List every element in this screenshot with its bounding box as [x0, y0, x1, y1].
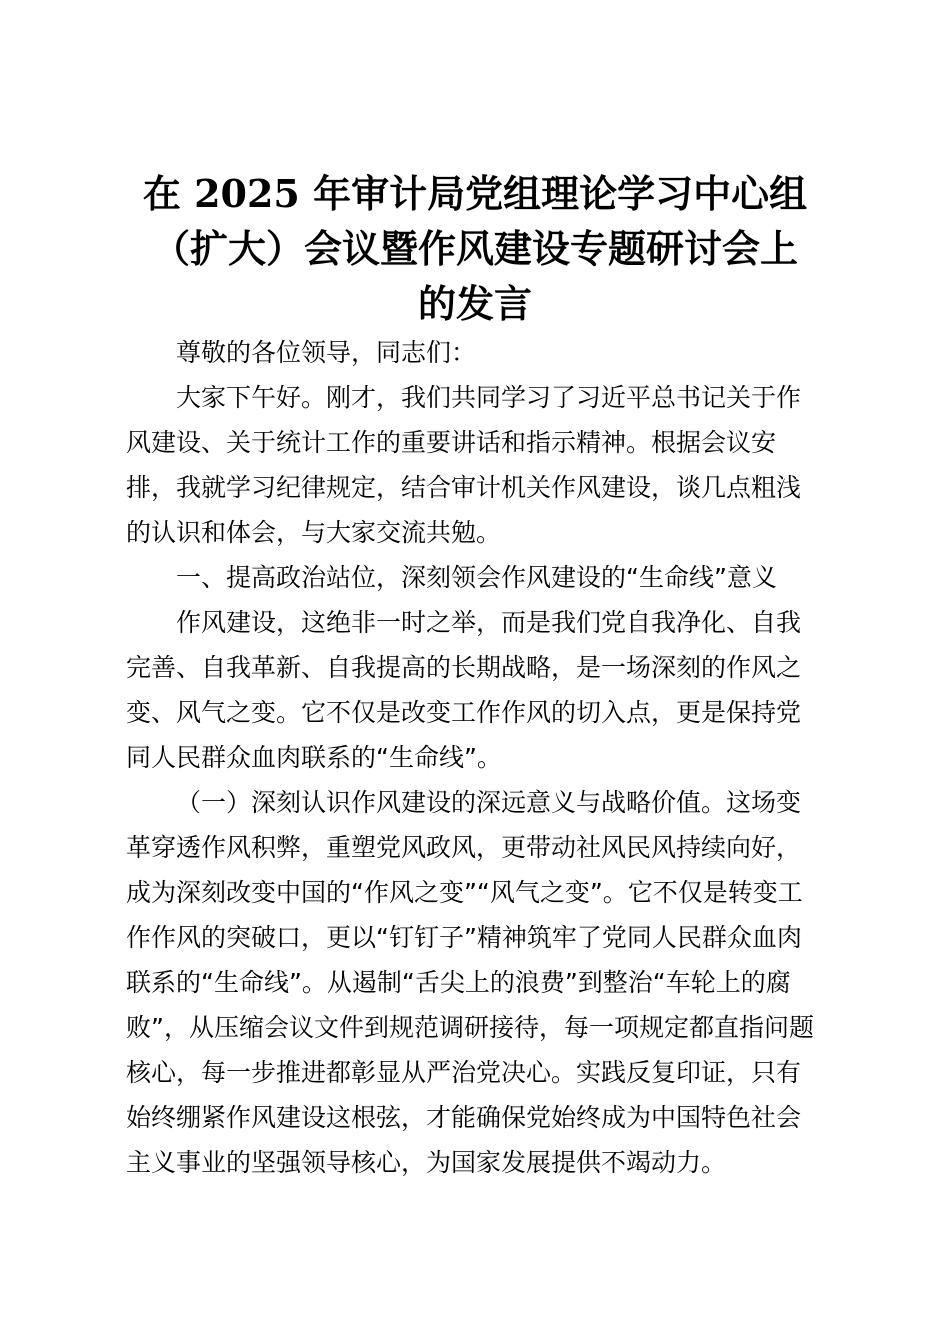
text-line: 作作风的突破口，更以“钉钉子”精神筑牢了党同人民群众血肉: [126, 923, 802, 952]
title-line: 在 2025 年审计局党组理论学习中心组: [142, 171, 808, 216]
text-line: 革穿透作风积弊，重塑党风政风，更带动社风民风持续向好，: [126, 833, 802, 862]
text-line: 大家下午好。刚才，我们共同学习了习近平总书记关于作: [176, 383, 802, 412]
text-line: 完善、自我革新、自我提高的长期战略，是一场深刻的作风之: [126, 653, 802, 682]
text-line: 变、风气之变。它不仅是改变工作作风的切入点，更是保持党: [126, 698, 802, 727]
text-line: 尊敬的各位领导，同志们：: [176, 338, 477, 367]
subsection-paragraph: [126, 780, 818, 1185]
title-line: 的发言: [417, 281, 532, 326]
text-line: （一）深刻认识作风建设的深远意义与战略价值。这场变: [176, 788, 802, 817]
text-line: 作风建设，这绝非一时之举，而是我们党自我净化、自我: [176, 608, 802, 637]
document-title: [110, 166, 840, 331]
text-line: 始终绷紧作风建设这根弦，才能确保党始终成为中国特色社会: [126, 1103, 802, 1132]
text-line: 联系的“生命线”。从遏制“舌尖上的浪费”到整治“车轮上的腐: [126, 968, 791, 997]
text-line: 的认识和体会，与大家交流共勉。: [126, 518, 502, 547]
text-line: 一、提高政治站位，深刻领会作风建设的“生命线”意义: [176, 563, 777, 592]
text-line: 败”，从压缩会议文件到规范调研接待，每一项规定都直指问题: [126, 1013, 814, 1042]
text-line: 主义事业的坚强领导核心，为国家发展提供不竭动力。: [126, 1148, 727, 1177]
salutation-paragraph: [126, 330, 818, 375]
text-line: 风建设、关于统计工作的重要讲话和指示精神。根据会议安: [126, 428, 777, 457]
text-line: 同人民群众血肉联系的“生命线”。: [126, 743, 502, 772]
text-line: 核心，每一步推进都彰显从严治党决心。实践反复印证，只有: [126, 1058, 802, 1087]
title-line: （扩大）会议暨作风建设专题研讨会上: [151, 226, 798, 271]
text-line: 成为深刻改变中国的“作风之变”“风气之变”。它不仅是转变工: [126, 878, 803, 907]
section-heading: [126, 555, 818, 600]
greeting-paragraph: [126, 375, 818, 555]
document-body: [126, 330, 818, 1185]
body-paragraph: [126, 600, 818, 780]
text-line: 排，我就学习纪律规定，结合审计机关作风建设，谈几点粗浅: [126, 473, 802, 502]
